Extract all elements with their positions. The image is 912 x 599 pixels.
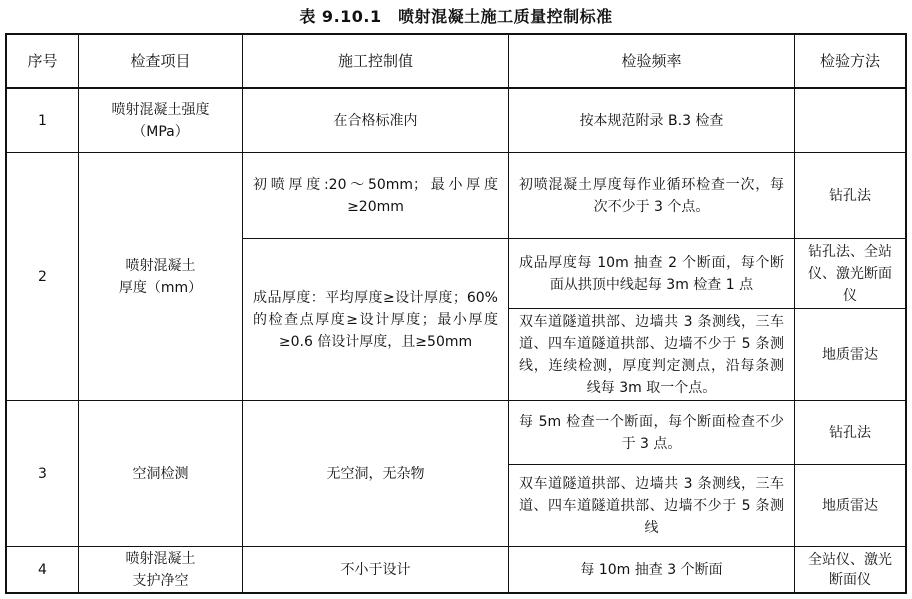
header-method: 检验方法 <box>795 35 905 89</box>
row3-value: 无空洞，无杂物 <box>243 401 509 547</box>
header-item: 检查项目 <box>79 35 243 89</box>
row4-item: 喷射混凝土 支护净空 <box>79 547 243 592</box>
row2-final-freq-b <box>509 309 795 401</box>
row4-value: 不小于设计 <box>243 547 509 592</box>
row3-method-a: 钻孔法 <box>795 401 905 465</box>
header-value: 施工控制值 <box>243 35 509 89</box>
row2-no: 2 <box>7 153 79 401</box>
row3-no: 3 <box>7 401 79 547</box>
row2-final-method-a: 钻孔法、全站仪、激光断面仪 <box>795 239 905 309</box>
row1-freq: 按本规范附录 B.3 检查 <box>509 89 795 153</box>
row2-initial-freq-text: 初喷混凝土厚度每作业循环检查一次，每次不少于 3 个点。 <box>519 176 784 215</box>
row2-initial-value <box>243 153 509 239</box>
row1-no: 1 <box>7 89 79 153</box>
row3-freq-b-text: 双车道隧道拱部、边墙共 3 条测线，三车道、四车道隧道拱部、边墙不少于 5 条测线 <box>519 475 784 536</box>
header-freq: 检验频率 <box>509 35 795 89</box>
row2-final-freq-a-text: 成品厚度每 10m 抽查 2 个断面，每个断面从拱顶中线起每 3m 检查 1 点 <box>519 254 784 293</box>
row3-freq-b <box>509 465 795 547</box>
row2-initial-method: 钻孔法 <box>795 153 905 239</box>
row2-initial-freq <box>509 153 795 239</box>
row4-no: 4 <box>7 547 79 592</box>
row4-method: 全站仪、激光断面仪 <box>808 551 892 588</box>
row3-freq-a <box>509 401 795 465</box>
row2-initial-value-text: 初喷厚度:20～50mm；最小厚度≥20mm <box>253 176 498 215</box>
table-title: 表 9.10.1 喷射混凝土施工质量控制标准 <box>299 7 613 26</box>
row2-item: 喷射混凝土 厚度（mm） <box>79 153 243 401</box>
row4-freq: 每 10m 抽查 3 个断面 <box>509 547 795 592</box>
quality-control-table <box>5 33 907 594</box>
row2-final-method-b: 地质雷达 <box>795 309 905 401</box>
row3-item: 空洞检测 <box>79 401 243 547</box>
row1-value: 在合格标准内 <box>243 89 509 153</box>
header-no: 序号 <box>7 35 79 89</box>
row1-item: 喷射混凝土强度 （MPa） <box>79 89 243 153</box>
row3-method-b: 地质雷达 <box>795 465 905 547</box>
row2-final-value <box>243 239 509 401</box>
row2-final-freq-a <box>509 239 795 309</box>
row3-freq-a-text: 每 5m 检查一个断面，每个断面检查不少于 3 点。 <box>519 413 784 452</box>
row2-final-value-text: 成品厚度：平均厚度≥设计厚度；60%的检查点厚度≥设计厚度；最小厚度≥0.6 倍设计厚度，且≥50mm <box>253 289 498 350</box>
row2-final-freq-b-text: 双车道隧道拱部、边墙共 3 条测线，三车道、四车道隧道拱部、边墙不少于 5 条测线，连续检测，厚度判定测点，沿每条测线每 3m 取一个点。 <box>519 313 784 396</box>
row1-method <box>795 89 905 153</box>
